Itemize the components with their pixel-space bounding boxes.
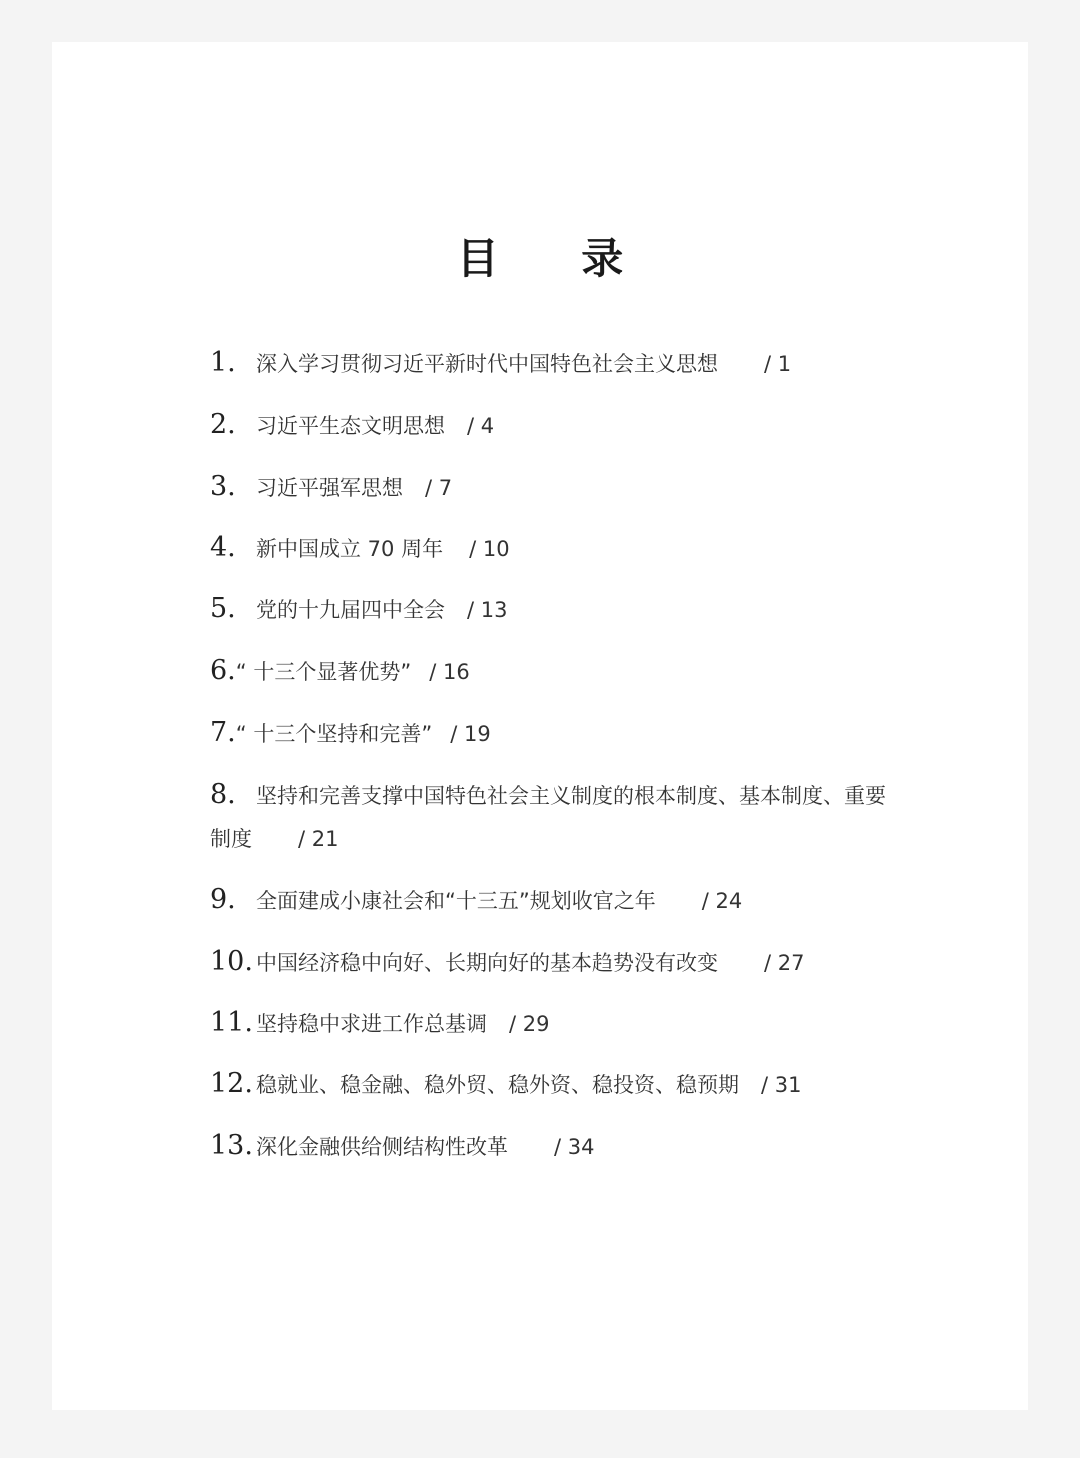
entry-title: 习近平强军思想 bbox=[256, 476, 403, 500]
entry-number: 13. bbox=[210, 1130, 253, 1161]
toc-entry bbox=[210, 526, 890, 571]
entry-number: 12. bbox=[210, 1068, 253, 1099]
toc-entry bbox=[210, 1124, 890, 1169]
entry-number: 3. bbox=[210, 471, 236, 502]
entry-title: 习近平生态文明思想 bbox=[256, 414, 445, 438]
entry-title: 党的十九届四中全会 bbox=[256, 598, 445, 622]
document-page bbox=[52, 42, 1028, 1410]
entry-title: 中国经济稳中向好、长期向好的基本趋势没有改变 bbox=[256, 951, 718, 975]
toc-entry bbox=[210, 465, 890, 510]
toc-entry bbox=[210, 1001, 890, 1046]
entry-title: 全面建成小康社会和“十三五”规划收官之年 bbox=[256, 889, 656, 913]
entry-page: / 29 bbox=[509, 1012, 550, 1036]
entry-number: 7. bbox=[210, 717, 236, 748]
entry-number: 10. bbox=[210, 946, 253, 977]
entry-page: / 24 bbox=[701, 889, 743, 913]
entry-title: “ 十三个显著优势” bbox=[235, 660, 412, 684]
toc-entry bbox=[210, 403, 890, 448]
toc-entry bbox=[210, 711, 890, 756]
entry-title: 稳就业、稳金融、稳外贸、稳外资、稳投资、稳预期 bbox=[256, 1073, 739, 1097]
entry-page: / 34 bbox=[554, 1135, 595, 1159]
toc-entry bbox=[210, 940, 890, 985]
entry-page: / 13 bbox=[467, 598, 508, 622]
toc-entry bbox=[210, 1062, 890, 1107]
page-title: 目 录 bbox=[456, 234, 658, 283]
entry-title: 坚持稳中求进工作总基调 bbox=[256, 1012, 487, 1036]
toc-entry bbox=[210, 587, 890, 632]
entry-page: / 16 bbox=[429, 660, 470, 684]
entry-number: 8. bbox=[210, 779, 236, 810]
entry-number: 9. bbox=[210, 884, 236, 915]
entry-page: / 1 bbox=[764, 352, 792, 376]
toc-entry bbox=[210, 341, 890, 386]
entry-number: 6. bbox=[210, 655, 236, 686]
entry-page: / 19 bbox=[450, 722, 491, 746]
entry-title: “ 十三个坚持和完善” bbox=[235, 722, 433, 746]
entry-number: 1. bbox=[210, 347, 236, 378]
entry-number: 5. bbox=[210, 593, 236, 624]
entry-number: 4. bbox=[210, 532, 236, 563]
entry-title: 坚持和完善支撑中国特色社会主义制度的根本制度、基本制度、重要制度 bbox=[210, 784, 886, 851]
entry-page: / 27 bbox=[764, 951, 805, 975]
entry-number: 11. bbox=[210, 1007, 253, 1038]
toc-entry bbox=[210, 878, 890, 923]
entry-page: / 10 bbox=[469, 537, 510, 561]
entry-title: 新中国成立 70 周年 bbox=[256, 537, 444, 561]
entry-number: 2. bbox=[210, 409, 236, 440]
entry-page: / 7 bbox=[425, 476, 453, 500]
entry-title: 深化金融供给侧结构性改革 bbox=[256, 1135, 508, 1159]
entry-page: / 31 bbox=[761, 1073, 802, 1097]
entry-title: 深入学习贯彻习近平新时代中国特色社会主义思想 bbox=[256, 352, 718, 376]
entry-page: / 4 bbox=[467, 414, 495, 438]
toc-entry bbox=[210, 649, 890, 694]
entry-page: / 21 bbox=[298, 827, 339, 851]
toc-entry bbox=[210, 773, 890, 861]
